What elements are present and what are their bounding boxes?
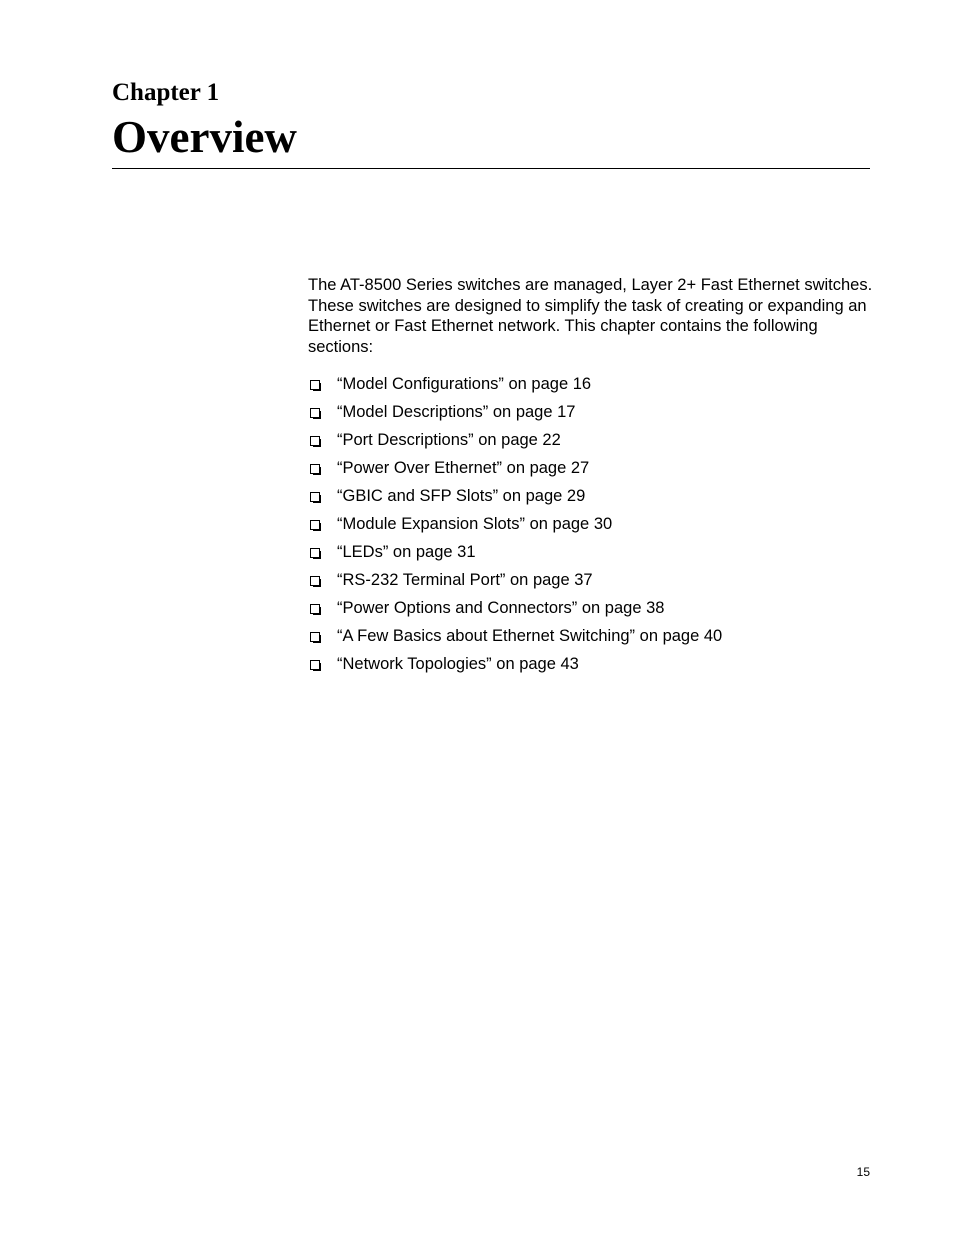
chapter-title: Overview: [112, 112, 297, 162]
box-bullet-icon: [310, 408, 320, 418]
intro-paragraph: The AT-8500 Series switches are managed, Layer 2+ Fast Ethernet switches. These switches are designed to simplify the task of creating or expanding an Ethernet or Fast Ethernet network. This chapter contains the following sections:: [308, 276, 873, 356]
box-bullet-icon: [310, 380, 320, 390]
section-link[interactable]: “Model Configurations” on page 16: [337, 375, 592, 393]
list-item[interactable]: [308, 401, 873, 429]
list-item[interactable]: [308, 569, 873, 597]
section-link[interactable]: “LEDs” on page 31: [337, 543, 476, 561]
box-bullet-icon: [310, 576, 320, 586]
section-link[interactable]: “A Few Basics about Ethernet Switching” on page 40: [337, 627, 723, 645]
list-item[interactable]: [308, 429, 873, 457]
list-item[interactable]: [308, 625, 873, 653]
section-link[interactable]: “Power Over Ethernet” on page 27: [337, 459, 590, 477]
box-bullet-icon: [310, 604, 320, 614]
box-bullet-icon: [310, 548, 320, 558]
list-item[interactable]: [308, 653, 873, 681]
section-link[interactable]: “Network Topologies” on page 43: [337, 655, 579, 673]
section-link[interactable]: “Power Options and Connectors” on page 38: [337, 599, 665, 617]
list-item[interactable]: [308, 513, 873, 541]
list-item[interactable]: [308, 457, 873, 485]
list-item[interactable]: [308, 373, 873, 401]
box-bullet-icon: [310, 464, 320, 474]
list-item[interactable]: [308, 485, 873, 513]
section-link[interactable]: “RS-232 Terminal Port” on page 37: [337, 571, 593, 589]
box-bullet-icon: [310, 436, 320, 446]
chapter-label: Chapter 1: [112, 79, 220, 106]
page-number: 15: [856, 1165, 870, 1179]
list-item[interactable]: [308, 541, 873, 569]
box-bullet-icon: [310, 632, 320, 642]
section-link[interactable]: “Module Expansion Slots” on page 30: [337, 515, 613, 533]
section-link[interactable]: “Port Descriptions” on page 22: [337, 431, 561, 449]
title-divider: [112, 168, 870, 169]
section-link[interactable]: “Model Descriptions” on page 17: [337, 403, 576, 421]
box-bullet-icon: [310, 520, 320, 530]
section-link[interactable]: “GBIC and SFP Slots” on page 29: [337, 487, 586, 505]
list-item[interactable]: [308, 597, 873, 625]
box-bullet-icon: [310, 660, 320, 670]
section-list: [308, 373, 873, 681]
box-bullet-icon: [310, 492, 320, 502]
